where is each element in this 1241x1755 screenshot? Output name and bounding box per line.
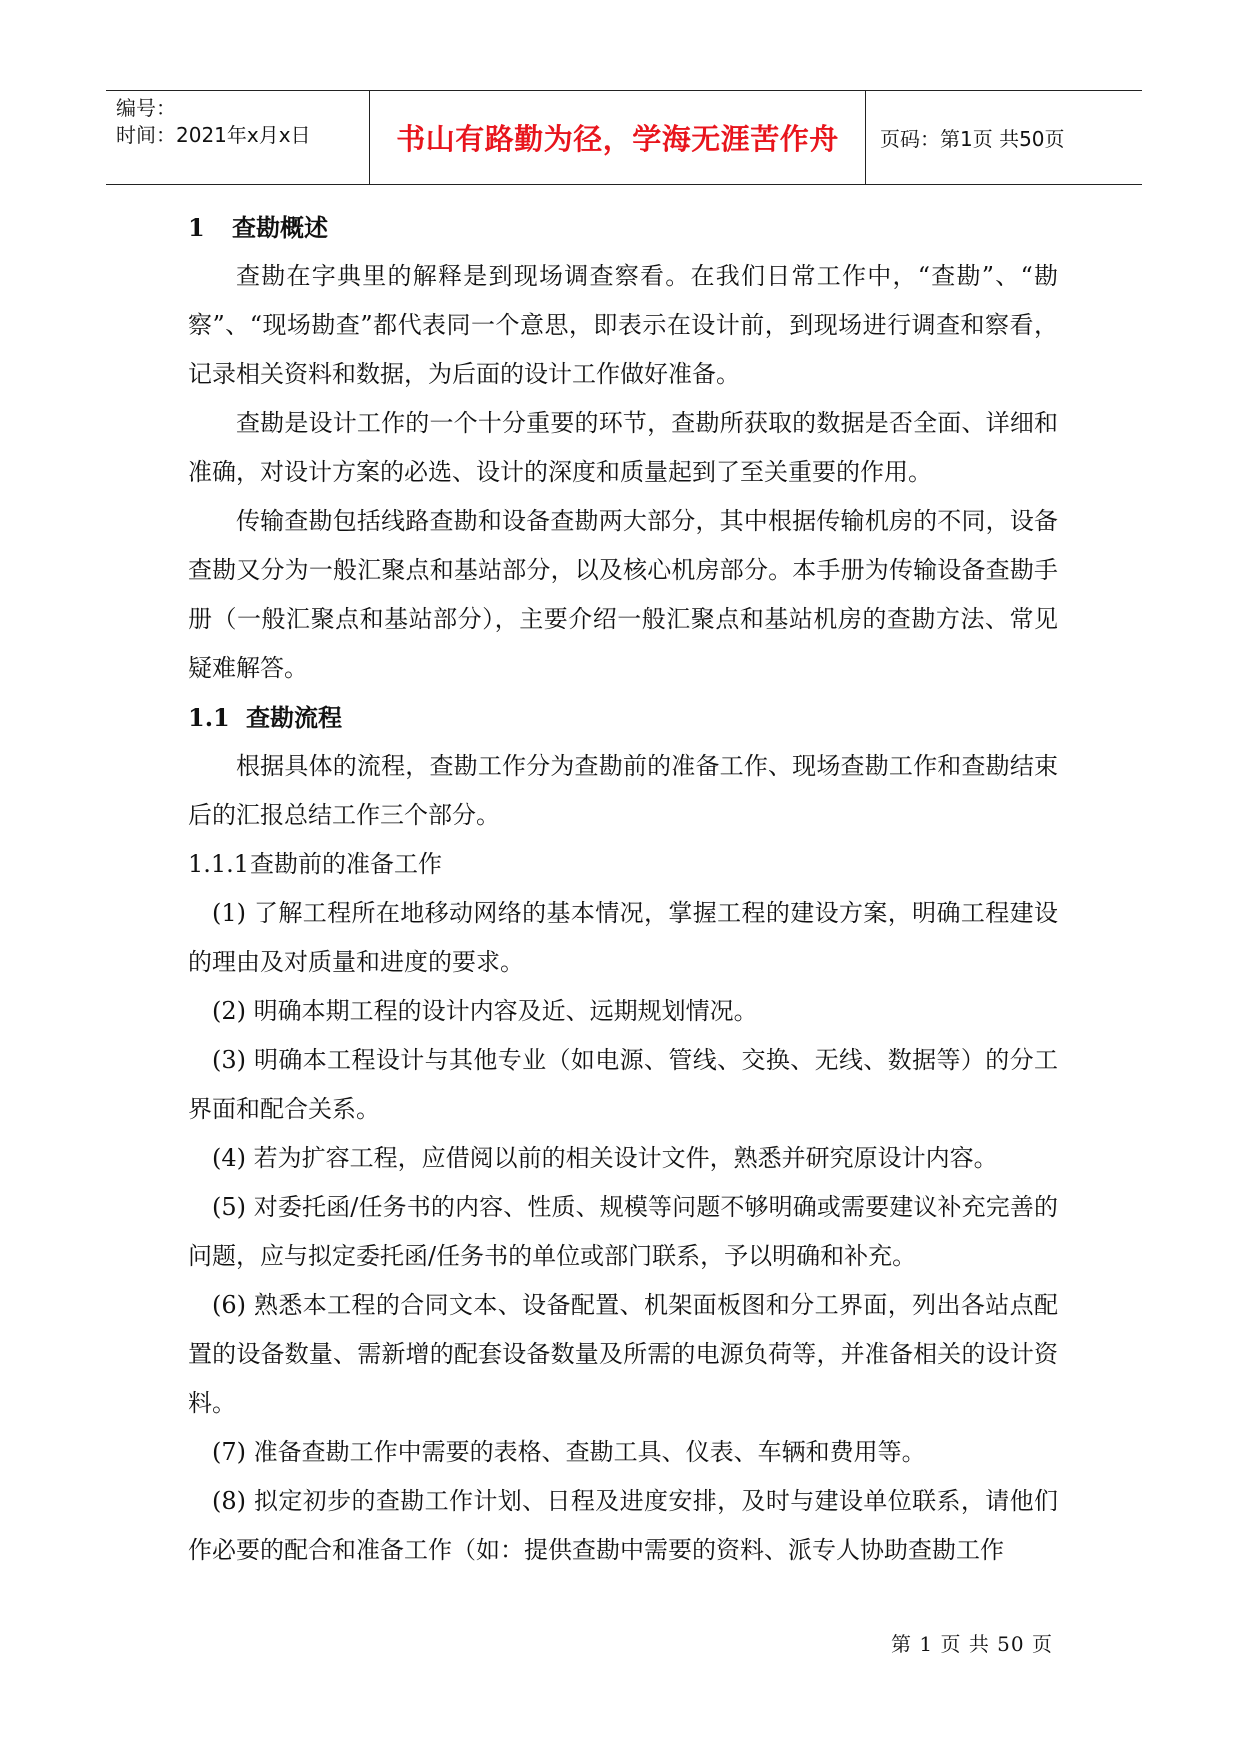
section-title: 查勘流程 (246, 703, 342, 732)
list-item: (7) 准备查勘工作中需要的表格、查勘工具、仪表、车辆和费用等。 (212, 1438, 926, 1466)
section-heading-1 (188, 203, 1058, 252)
section-heading-1-1-1 (188, 840, 1058, 889)
list-item: (5) 对委托函/任务书的内容、性质、规模等问题不够明确或需要建议补充完善的问题，应与拟定委托函/任务书的单位或部门联系，予以明确和补充。 (188, 1193, 1058, 1270)
header-motto: 书山有路勤为径，学海无涯苦作舟 (370, 91, 866, 184)
page-footer: 第 1 页 共 50 页 (891, 1632, 1053, 1656)
list-item: (1) 了解工程所在地移动网络的基本情况，掌握工程的建设方案，明确工程建设的理由及对质量和进度的要求。 (188, 899, 1058, 976)
list-item: (2) 明确本期工程的设计内容及近、远期规划情况。 (212, 997, 758, 1025)
section-number: 1.1.1 (188, 850, 250, 878)
document-body (188, 203, 1058, 1575)
list-item: (3) 明确本工程设计与其他专业（如电源、管线、交换、无线、数据等）的分工界面和配合关系。 (188, 1046, 1058, 1123)
header-page-info: 页码：第1页 共50页 (880, 127, 1065, 151)
paragraph: 根据具体的流程，查勘工作分为查勘前的准备工作、现场查勘工作和查勘结束后的汇报总结工作三个部分。 (188, 752, 1058, 829)
document-time: 时间：2021年x月x日 (116, 123, 311, 147)
list-item: (6) 熟悉本工程的合同文本、设备配置、机架面板图和分工界面，列出各站点配置的设备数量、需新增的配套设备数量及所需的电源负荷等，并准备相关的设计资料。 (188, 1291, 1058, 1417)
section-number: 1.1 (188, 703, 230, 732)
list-item: (4) 若为扩容工程，应借阅以前的相关设计文件，熟悉并研究原设计内容。 (212, 1144, 998, 1172)
section-heading-1-1 (188, 693, 1058, 742)
paragraph: 查勘在字典里的解释是到现场调查察看。在我们日常工作中，“查勘”、“勘察”、“现场勘查”都代表同一个意思，即表示在设计前，到现场进行调查和察看，记录相关资料和数据，为后面的设计工作做好准备。 (188, 262, 1058, 388)
section-title: 查勘概述 (232, 213, 328, 242)
list-item: (8) 拟定初步的查勘工作计划、日程及进度安排，及时与建设单位联系，请他们作必要的配合和准备工作（如：提供查勘中需要的资料、派专人协助查勘工作 (188, 1487, 1058, 1564)
paragraph: 传输查勘包括线路查勘和设备查勘两大部分，其中根据传输机房的不同，设备查勘又分为一般汇聚点和基站部分，以及核心机房部分。本手册为传输设备查勘手册（一般汇聚点和基站部分），主要介绍一般汇聚点和基站机房的查勘方法、常见疑难解答。 (188, 507, 1058, 682)
page-header (106, 90, 1142, 185)
header-meta (106, 91, 370, 184)
section-number: 1 (188, 213, 205, 242)
section-title: 查勘前的准备工作 (250, 850, 442, 878)
document-number-label: 编号： (116, 96, 176, 120)
paragraph: 查勘是设计工作的一个十分重要的环节，查勘所获取的数据是否全面、详细和准确，对设计方案的必选、设计的深度和质量起到了至关重要的作用。 (188, 409, 1058, 486)
